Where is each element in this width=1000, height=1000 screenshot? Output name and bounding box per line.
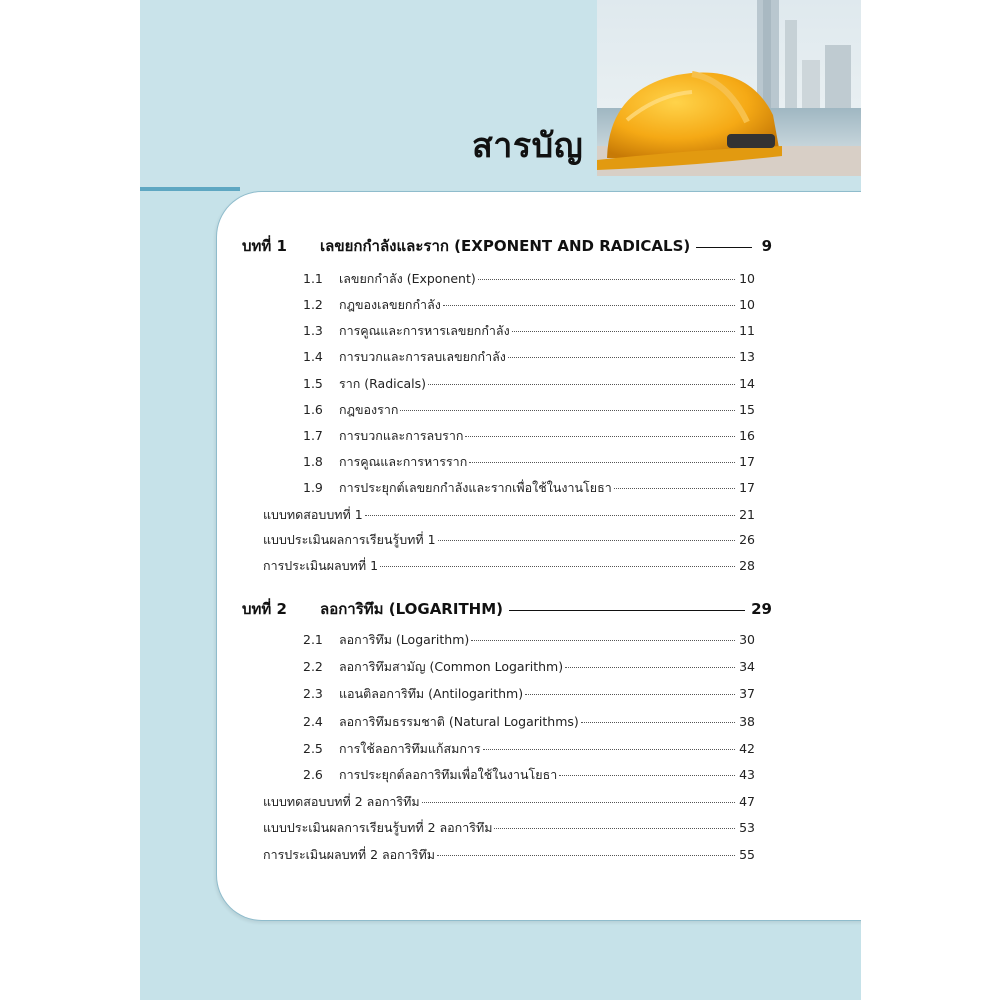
toc-entry: 1.6 กฎของราก 15 <box>303 402 755 417</box>
chapter-label: บทที่ 1 <box>242 237 287 255</box>
header-accent-line <box>140 187 240 191</box>
toc-entry: การประเมินผลบทที่ 2 ลอการิทึม 55 <box>263 847 755 862</box>
chapter-page: 29 <box>751 600 772 618</box>
toc-entry: 1.3 การคูณและการหารเลขยกกำลัง 11 <box>303 323 755 338</box>
toc-entry: 1.1 เลขยกกำลัง (Exponent) 10 <box>303 271 755 286</box>
toc-entry: 1.9 การประยุกต์เลขยกกำลังและรากเพื่อใช้ในงานโยธา 17 <box>303 480 755 495</box>
hard-hat-photo <box>597 0 861 176</box>
book-page <box>140 0 861 1000</box>
chapter-title: เลขยกกำลังและราก (EXPONENT AND RADICALS) <box>320 237 691 255</box>
toc-entry: 2.1 ลอการิทึม (Logarithm) 30 <box>303 632 755 647</box>
toc-entry: 1.7 การบวกและการลบราก 16 <box>303 428 755 443</box>
chapter-label: บทที่ 2 <box>242 600 287 618</box>
chapter-heading <box>242 234 772 258</box>
toc-entry: 1.4 การบวกและการลบเลขยกกำลัง 13 <box>303 349 755 364</box>
toc-entry: 2.4 ลอการิทึมธรรมชาติ (Natural Logarithms) 38 <box>303 714 755 729</box>
leader-line <box>509 610 745 611</box>
toc-entry: แบบทดสอบบทที่ 2 ลอการิทึม 47 <box>263 794 755 809</box>
toc-entry: 1.8 การคูณและการหารราก 17 <box>303 454 755 469</box>
toc-entry: 2.5 การใช้ลอการิทึมแก้สมการ 42 <box>303 741 755 756</box>
toc-entry: แบบทดสอบบทที่ 1 21 <box>263 507 755 522</box>
toc-entry: 1.5 ราก (Radicals) 14 <box>303 376 755 391</box>
toc-entry: แบบประเมินผลการเรียนรู้บทที่ 2 ลอการิทึม 53 <box>263 820 755 835</box>
toc-entry: 2.2 ลอการิทึมสามัญ (Common Logarithm) 34 <box>303 659 755 674</box>
chapter-heading <box>242 597 772 621</box>
chapter-title: ลอการิทึม (LOGARITHM) <box>320 600 504 618</box>
toc-entry: การประเมินผลบทที่ 1 28 <box>263 558 755 573</box>
chapter-page: 9 <box>761 237 772 255</box>
toc-entry: แบบประเมินผลการเรียนรู้บทที่ 1 26 <box>263 532 755 547</box>
page-title: สารบัญ <box>472 126 584 166</box>
toc-entry: 2.6 การประยุกต์ลอการิทึมเพื่อใช้ในงานโยธา 43 <box>303 767 755 782</box>
toc-entry: 2.3 แอนติลอการิทึม (Antilogarithm) 37 <box>303 686 755 701</box>
toc-entry: 1.2 กฎของเลขยกกำลัง 10 <box>303 297 755 312</box>
leader-line <box>696 247 752 248</box>
